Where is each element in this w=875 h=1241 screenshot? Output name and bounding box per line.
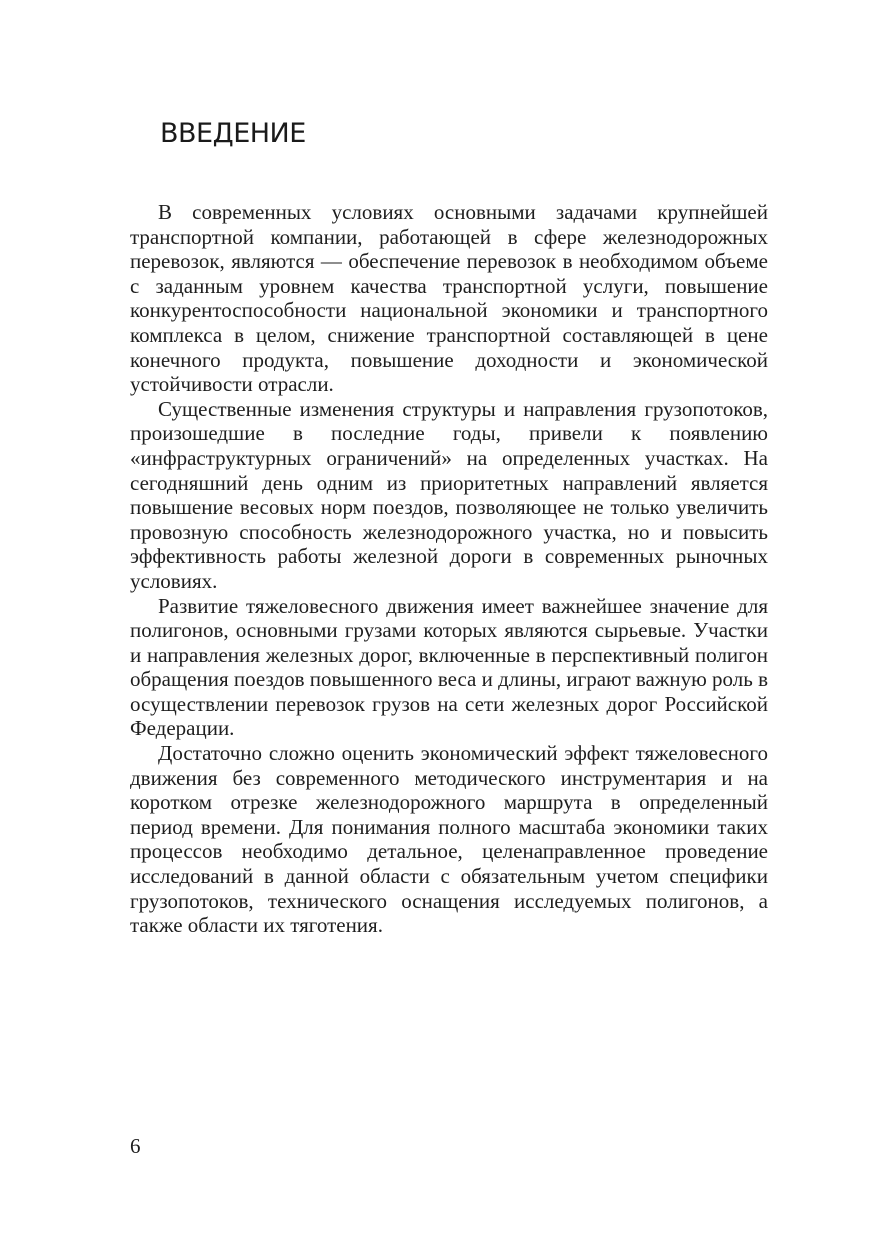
paragraph-2: Существенные изменения структуры и направления грузопотоков, произошедшие в последние годы, привели к появлению «инфраструктурных ограничений» на определенных участках. На сегодняшний день одним из приоритетных направлений является повышение весовых норм поездов, позволяющее не только увеличить провозную способность железнодорожного участка, но и повысить эффективность работы железной дороги в современных рыночных условиях. xyxy=(130,396,768,593)
page-number: 6 xyxy=(130,1134,141,1158)
paragraph-4: Достаточно сложно оценить экономический эффект тяжеловесного движения без современного методического инструментария и на коротком отрезке железнодорожного маршрута в определенный период времени. Для понимания полного масштаба экономики таких процессов необходимо детальное, целенаправленное проведение исследований в данной области с обязательным учетом специфики грузопотоков, технического оснащения исследуемых полигонов, а также области их тяготения. xyxy=(130,741,768,938)
paragraph-1: В современных условиях основными задачами крупнейшей транспортной компании, работающей в сфере железнодорожных перевозок, являются — обеспечение перевозок в необходимом объеме с заданным уровнем качества транспортной услуги, повышение конкурентоспособности национальной экономики и транспортного комплекса в целом, снижение транспортной составляющей в цене конечного продукта, повышение доходности и экономической устойчивости отрасли. xyxy=(130,200,768,397)
paragraph-3: Развитие тяжеловесного движения имеет важнейшее значение для полигонов, основными грузами которых являются сырьевые. Участки и направления железных дорог, включенные в перспективный полигон обращения поездов повышенного веса и длины, играют важную роль в осуществлении перевозок грузов на сети железных дорог Российской Федерации. xyxy=(130,593,768,741)
body-text xyxy=(130,200,768,938)
chapter-heading: ВВЕДЕНИЕ xyxy=(160,118,306,149)
